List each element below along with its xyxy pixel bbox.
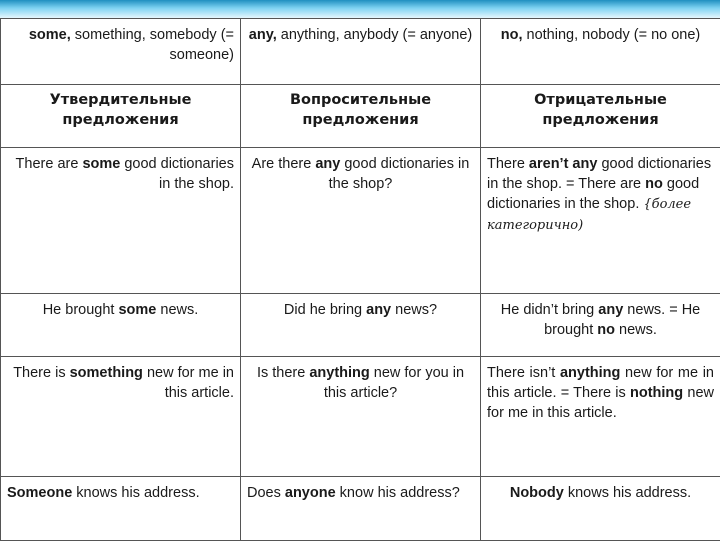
example-row-4 <box>1 477 720 541</box>
example-1-negative: There aren’t any good dictionaries in the shop. = There are no good dictionaries in the shop. {более категорично) <box>481 148 720 294</box>
category-negative: Отрицательные предложения <box>481 85 720 148</box>
header-no-keyword: no, <box>501 27 523 43</box>
category-row <box>1 85 720 148</box>
header-row <box>1 19 720 85</box>
title-bar-gradient <box>0 0 720 18</box>
header-cell-no <box>481 19 720 85</box>
header-cell-some <box>1 19 241 85</box>
category-affirmative: Утвердительные предложения <box>1 85 241 148</box>
example-2-interrogative: Did he bring any news? <box>241 294 481 357</box>
category-interrogative: Вопросительные предложения <box>241 85 481 148</box>
header-no-text: nothing, nobody (= no one) <box>522 27 700 43</box>
example-3-affirmative: There is something new for me in this article. <box>1 357 241 477</box>
grammar-table <box>0 18 720 541</box>
header-any-text: anything, anybody (= anyone) <box>277 27 472 43</box>
example-row-2 <box>1 294 720 357</box>
header-any-keyword: any, <box>249 27 277 43</box>
header-some-text: something, somebody (= someone) <box>71 27 234 63</box>
example-4-interrogative: Does anyone know his address? <box>241 477 481 541</box>
example-2-negative: He didn’t bring any news. = He brought no news. <box>481 294 720 357</box>
example-row-3 <box>1 357 720 477</box>
example-3-interrogative: Is there anything new for you in this article? <box>241 357 481 477</box>
example-1-affirmative: There are some good dictionaries in the shop. <box>1 148 241 294</box>
example-4-negative: Nobody knows his address. <box>481 477 720 541</box>
emphasis-note: {более категорично) <box>487 197 691 233</box>
example-1-interrogative: Are there any good dictionaries in the shop? <box>241 148 481 294</box>
example-row-1 <box>1 148 720 294</box>
example-3-negative: There isn’t anything new for me in this article. = There is nothing new for me in this article. <box>481 357 720 477</box>
example-4-affirmative: Someone knows his address. <box>1 477 241 541</box>
example-2-affirmative: He brought some news. <box>1 294 241 357</box>
header-cell-any <box>241 19 481 85</box>
header-some-keyword: some, <box>29 27 71 43</box>
